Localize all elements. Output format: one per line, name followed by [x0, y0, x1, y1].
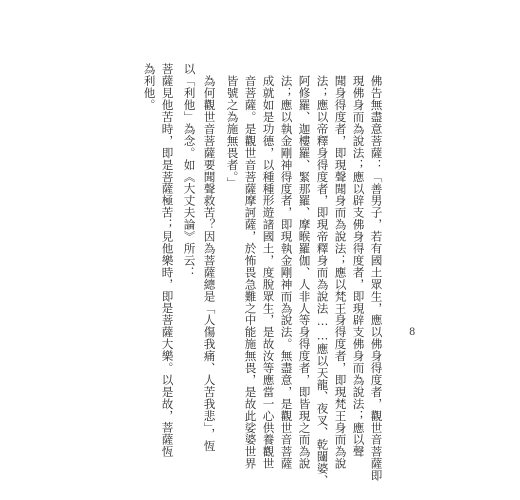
scripture-column-9: 皆號之為施無畏者。」: [225, 75, 240, 189]
scripture-column-6: 法；應以執金剛神得度者，即現執金剛神而為說法。無盡意，是觀世音菩薩: [279, 75, 294, 470]
commentary-column-1: 為何觀世音菩薩要聞聲救苦？因為菩薩總是「人傷我痛、人苦我悲」，恆: [202, 75, 217, 452]
scripture-column-8: 音菩薩。是觀世音菩薩摩訶薩，於怖畏急難之中能施無畏，是故此娑婆世界: [243, 75, 258, 470]
commentary-column-2: 以「利他」為念。如《大丈夫論》所云：: [182, 63, 197, 279]
scripture-column-5: 阿修羅、迦樓羅、緊那羅、摩睺羅伽、人非人等身得度者，即皆現之而為說: [297, 75, 312, 470]
scripture-column-1: 佛告無盡意菩薩：「善男子，若有國土眾生，應以佛身得度者，觀世音菩薩即: [369, 75, 384, 482]
scripture-column-3: 聞身得度者，即現聲聞身而為說法；應以梵王身得度者，即現梵王身而為說: [333, 75, 348, 470]
scripture-column-7: 成就如是功德，以種種形遊諸國土，度脫眾生，是故汝等應當一心供養觀世: [261, 75, 276, 470]
quote-column-2: 為利他。: [142, 63, 157, 111]
page-number: 8: [409, 327, 416, 338]
quote-column-1: 菩薩見他苦時，即是菩薩極苦；見他樂時，即是菩薩大樂。以是故，菩薩恆: [160, 63, 175, 458]
scripture-column-4: 法；應以帝釋身得度者，即現帝釋身而為說法……應以天龍、夜叉、乾闥婆、: [315, 75, 330, 487]
scripture-column-2: 現佛身而為說法；應以辟支佛身得度者，即現辟支佛身而為說法；應以聲: [351, 75, 366, 458]
